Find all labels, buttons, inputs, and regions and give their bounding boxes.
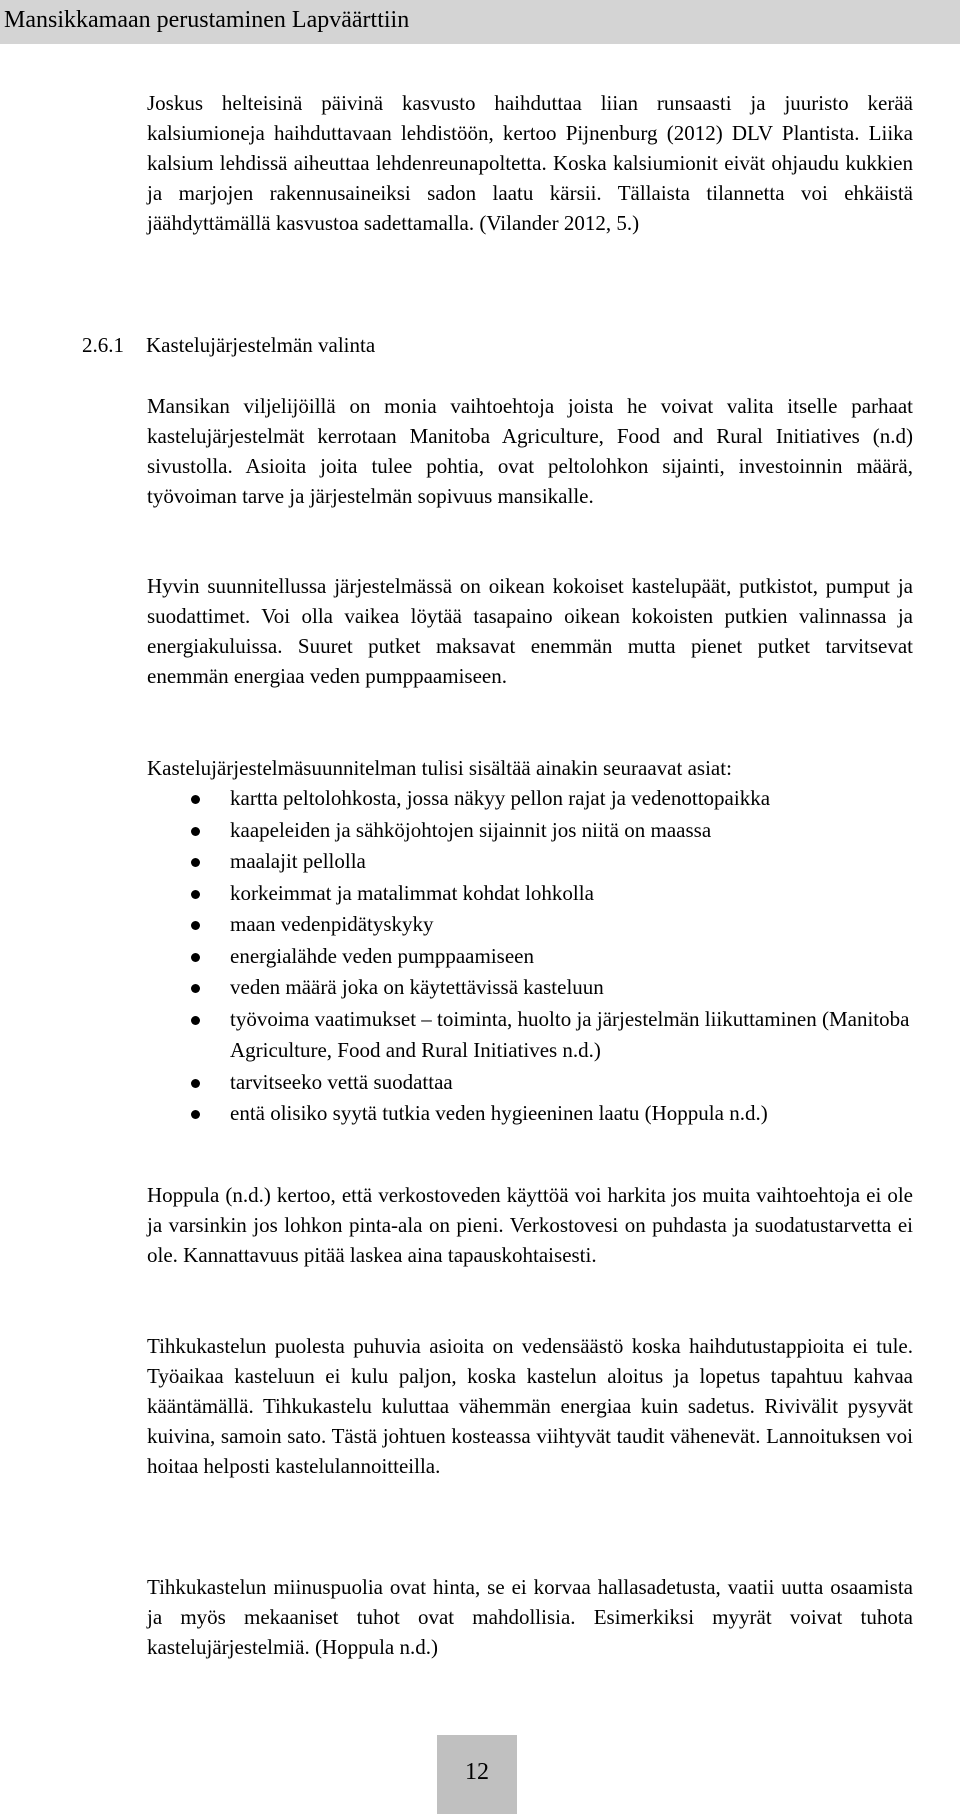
list-item-text: veden määrä joka on käytettävissä kasteluun (230, 975, 604, 999)
paragraph-text: Tihkukastelun miinuspuolia ovat hinta, se ei korvaa hallasadetusta, vaatii uutta osaamista ja myös mekaaniset tuhot ovat mahdollisia. Esimerkiksi myyrät voivat tuhota kastelujärjestelmiä. (Hoppula n.d.) (147, 1575, 913, 1659)
list-item (147, 941, 913, 973)
paragraph-4 (147, 1331, 913, 1481)
bullet-icon (191, 953, 200, 962)
list-item (147, 1098, 913, 1130)
bullet-icon (191, 795, 200, 804)
list-item-text: maalajit pellolla (230, 849, 366, 873)
paragraph-text: Mansikan viljelijöillä on monia vaihtoehtoja joista he voivat valita itselle parhaat kastelujärjestelmät kerrotaan Manitoba Agriculture, Food and Rural Initiatives (n.d) sivustolla. Asioita joita tulee pohtia, ovat peltolohkon sijainti, investoinnin määrä, työvoiman tarve ja järjestelmän sopivuus mansikalle. (147, 394, 913, 508)
header-title: Mansikkamaan perustaminen Lapväärttiin (4, 7, 410, 33)
bullet-icon (191, 984, 200, 993)
bullet-icon (191, 1079, 200, 1088)
list-item (147, 909, 913, 941)
list-item (147, 1004, 913, 1067)
section-heading (82, 330, 375, 360)
list-item (147, 815, 913, 847)
list-section (147, 753, 913, 1130)
list-item (147, 846, 913, 878)
list-item-text: työvoima vaatimukset – toiminta, huolto ja järjestelmän liikuttaminen (Manitoba Agriculture, Food and Rural Initiatives n.d.) (230, 1006, 910, 1062)
paragraph-text: Hoppula (n.d.) kertoo, että verkostoveden käyttöä voi harkita jos muita vaihtoehtoja ei ole ja varsinkin jos lohkon pinta-ala on pieni. Verkostovesi on puhdasta ja suodatustarvetta ei ole. Kannattavuus pitää laskea aina tapauskohtaisesti. (147, 1183, 913, 1267)
bullet-icon (191, 827, 200, 836)
intro-paragraph: Joskus helteisinä päivinä kasvusto haihduttaa liian runsaasti ja juuristo kerää kalsiumioneja haihduttavaan lehdistöön, kertoo Pijnenburg (2012) DLV Plantista. Liika kalsium lehdissä aiheuttaa lehdenreunapoltetta. Koska kalsiumionit eivät ohjaudu kukkien ja marjojen rakennusaineiksi sadon laatu kärsii. Tällaista tilannetta voi ehkäistä jäähdyttämällä kasvustoa sadettamalla. (Vilander 2012, 5.) (147, 91, 913, 235)
paragraph-3 (147, 1180, 913, 1270)
list-item-text: tarvitseeko vettä suodattaa (230, 1069, 453, 1094)
page-header (0, 0, 960, 44)
intro-section (147, 88, 913, 238)
list-item (147, 878, 913, 910)
page-number: 12 (465, 1759, 489, 1785)
paragraph-text: Tihkukastelun puolesta puhuvia asioita on vedensäästö koska haihdutustappioita ei tule. Työaikaa kasteluun ei kulu paljon, koska kastelun aloitus ja lopetus tapahtuu kahvaa kääntämällä. Tihkukastelu kuluttaa vähemmän energiaa kuin sadetus. Rivivälit pysyvät kuivina, samoin sato. Tästä johtuen kosteassa viihtyvät taudit vähenevät. Lannoituksen voi hoitaa helposti kastelulannoitteilla. (147, 1334, 913, 1478)
bullet-icon (191, 1016, 200, 1025)
list-item (147, 1067, 913, 1099)
list-item-text: kartta peltolohkosta, jossa näkyy pellon rajat ja vedenottopaikka (230, 786, 771, 810)
paragraph-text: Hyvin suunnitellussa järjestelmässä on oikean kokoiset kastelupäät, putkistot, pumput ja suodattimet. Voi olla vaikea löytää tasapaino oikean kokoisten putkien valinnassa ja energiakuluissa. Suuret putket maksavat enemmän mutta pienet putket tarvitsevat enemmän energiaa veden pumppaamiseen. (147, 574, 913, 688)
section-number: 2.6.1 (82, 333, 124, 357)
bullet-icon (191, 921, 200, 930)
page-number-box (437, 1735, 517, 1814)
list-item (147, 783, 913, 815)
bullet-icon (191, 858, 200, 867)
list-item-text: maan vedenpidätyskyky (230, 912, 434, 936)
list-item-text: korkeimmat ja matalimmat kohdat lohkolla (230, 880, 594, 905)
bullet-icon (191, 1110, 200, 1119)
paragraph-5 (147, 1572, 913, 1662)
list-item-text: kaapeleiden ja sähköjohtojen sijainnit jos niitä on maassa (230, 817, 712, 842)
list-item-text: entä olisiko syytä tutkia veden hygieeninen laatu (Hoppula n.d.) (230, 1101, 768, 1125)
bullet-icon (191, 890, 200, 899)
list-intro: Kastelujärjestelmäsuunnitelman tulisi sisältää ainakin seuraavat asiat: (147, 756, 732, 780)
paragraph-1 (147, 391, 913, 511)
section-title: Kastelujärjestelmän valinta (146, 333, 376, 357)
list-item (147, 972, 913, 1004)
requirements-list (147, 783, 913, 1130)
list-item-text: energialähde veden pumppaamiseen (230, 943, 534, 968)
paragraph-2 (147, 571, 913, 691)
